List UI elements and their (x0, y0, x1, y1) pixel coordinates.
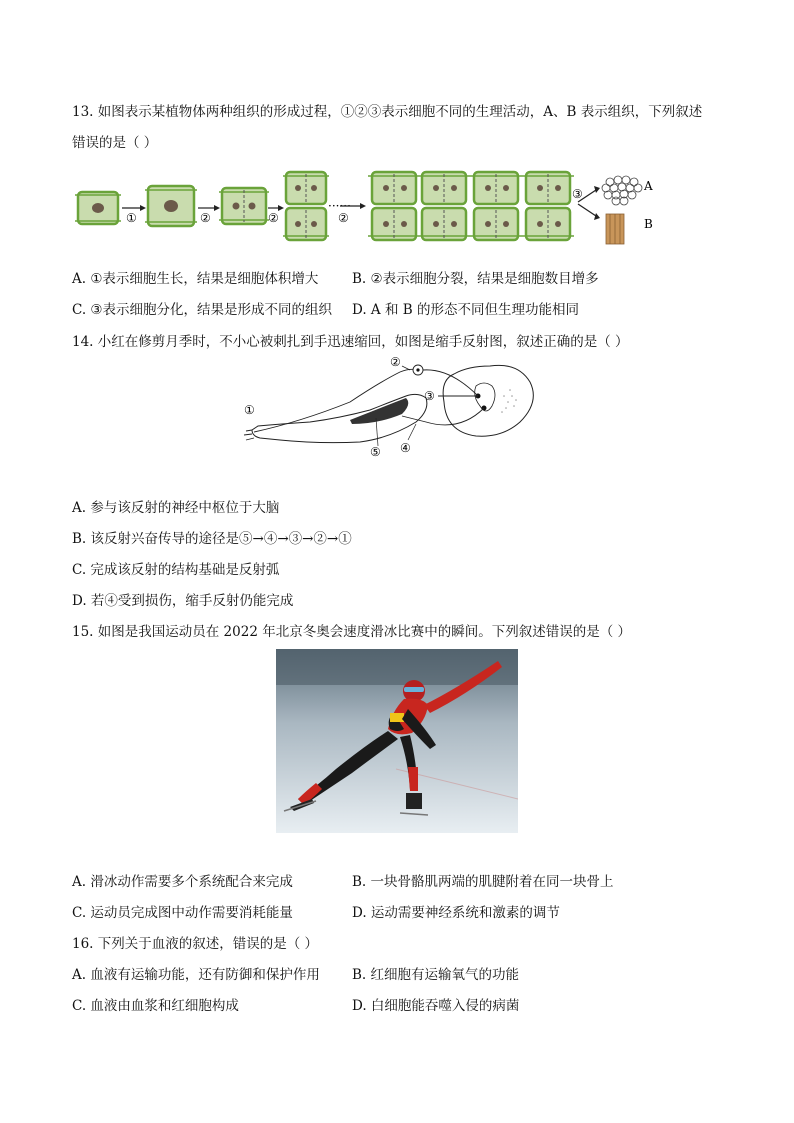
q13-option-c: C. ③表示细胞分化，结果是形成不同的组织 (72, 302, 333, 318)
q15-option-d: D. 运动需要神经系统和激素的调节 (352, 905, 560, 921)
tissue-a (602, 176, 642, 205)
q16-option-a: A. 血液有运输功能，还有防御和保护作用 (72, 967, 320, 983)
label-2c: ② (338, 211, 349, 225)
label-2b: ② (268, 211, 279, 225)
q16-option-b: B. 红细胞有运输氧气的功能 (352, 967, 520, 983)
q15-option-a: A. 滑冰动作需要多个系统配合来完成 (72, 874, 293, 890)
label-4: ④ (400, 441, 411, 455)
label-3: ③ (572, 187, 583, 201)
q13-figure (70, 166, 670, 246)
q16-stem: 16. 下列关于血液的叙述，错误的是（ ） (72, 936, 319, 952)
q13-option-b: B. ②表示细胞分裂，结果是细胞数目增多 (352, 271, 599, 287)
label-2a: ② (200, 211, 211, 225)
label-3: ③ (424, 389, 435, 403)
q15-option-c: C. 运动员完成图中动作需要消耗能量 (72, 905, 293, 921)
label-b: B (644, 217, 653, 231)
q16-option-c: C. 血液由血浆和红细胞构成 (72, 998, 239, 1014)
q15-option-b: B. 一块骨骼肌两端的肌腱附着在同一块骨上 (352, 874, 614, 890)
q13-stem-line2: 错误的是（ ） (72, 135, 158, 151)
q14-stem: 14. 小红在修剪月季时，不小心被刺扎到手迅速缩回，如图是缩手反射图，叙述正确的是（ ） (72, 334, 629, 350)
q15-stem: 15. 如图是我国运动员在 2022 年北京冬奥会速度滑冰比赛中的瞬间。下列叙述错误的是（ ） (72, 624, 631, 640)
q14-option-a: A. 参与该反射的神经中枢位于大脑 (72, 500, 280, 516)
cell-tissue-block (368, 172, 574, 240)
single-cell (75, 192, 121, 224)
q14-option-d: D. 若④受到损伤，缩手反射仍能完成 (72, 593, 294, 609)
dividing-cell (219, 188, 269, 224)
two-cells (283, 172, 329, 240)
spinal-cord (443, 365, 533, 436)
q13-stem-line1: 13. 如图表示某植物体两种组织的形成过程，①②③表示细胞不同的生理活动，A、B 表示组织，下列叙述 (72, 104, 703, 120)
label-5: ⑤ (370, 445, 381, 459)
label-1: ① (126, 211, 137, 225)
speed-skater-photo (276, 649, 518, 833)
label-2: ② (390, 355, 401, 369)
q14-option-b: B. 该反射兴奋传导的途径是⑤→④→③→②→① (72, 531, 352, 547)
q14-reflex-arc-figure (240, 352, 560, 462)
label-1: ① (244, 403, 255, 417)
q14-option-c: C. 完成该反射的结构基础是反射弧 (72, 562, 280, 578)
label-a: A (644, 179, 653, 193)
q16-option-d: D. 白细胞能吞噬入侵的病菌 (352, 998, 520, 1014)
q13-option-d: D. A 和 B 的形态不同但生理功能相同 (352, 302, 579, 318)
q13-option-a: A. ①表示细胞生长，结果是细胞体积增大 (72, 271, 319, 287)
dots: ······ (328, 199, 351, 213)
tissue-b (606, 214, 624, 244)
grown-cell (145, 186, 197, 226)
